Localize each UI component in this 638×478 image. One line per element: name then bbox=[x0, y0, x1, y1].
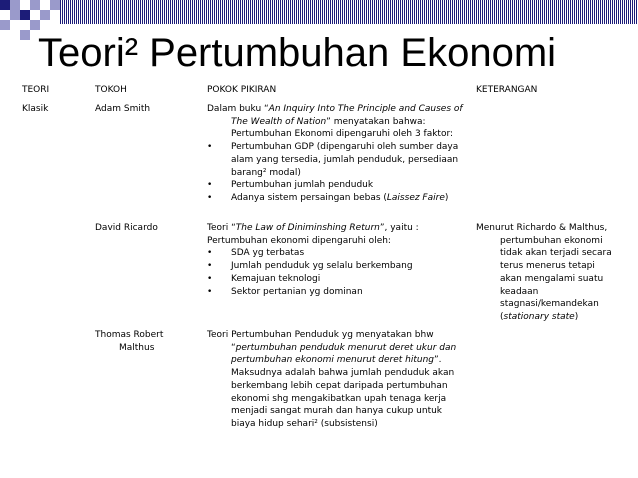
text-line: The Wealth of Nation” menyatakan bahwa: bbox=[231, 116, 426, 127]
text-line: berkembang lebih cepat daripada pertumbuhan bbox=[231, 380, 448, 391]
text-line: biaya hidup sehari² (subsistensi) bbox=[231, 418, 378, 429]
row-teori-cell: Klasik bbox=[22, 104, 49, 114]
column-header-tokoh: TOKOH bbox=[95, 85, 127, 95]
text-line: Menurut Richardo & Malthus, bbox=[476, 223, 608, 233]
bullet: • bbox=[207, 192, 213, 203]
bullet: • bbox=[207, 180, 213, 191]
list-item: • Pertumbuhan GDP (dipengaruhi oleh sumber daya bbox=[207, 142, 459, 153]
text-line: Teori Pertumbuhan Penduduk yg menyatakan bhw bbox=[207, 330, 434, 340]
text-line: terus menerus tetapi bbox=[500, 261, 595, 272]
row-tokoh-cell: Adam Smith bbox=[95, 104, 151, 114]
text-line: Maksudnya adalah bahwa jumlah penduduk akan bbox=[231, 368, 455, 379]
list-item: • SDA yg terbatas bbox=[207, 248, 305, 259]
list-item: • Adanya sistem persaingan bebas (Laissez Faire) bbox=[207, 192, 449, 203]
text-line: Thomas Robert bbox=[95, 330, 164, 340]
column-header-teori: TEORI bbox=[22, 85, 50, 95]
text-line: menjadi sangat murah dan hanya cukup untuk bbox=[231, 406, 443, 417]
row-pokok-pikiran-cell bbox=[207, 329, 456, 431]
list-item: • Pertumbuhan jumlah penduduk bbox=[207, 180, 374, 191]
column-header-pokok-pikiran: POKOK PIKIRAN bbox=[207, 85, 277, 95]
text-line: alam yang tersedia, jumlah penduduk, persediaan bbox=[231, 154, 459, 165]
decorative-stripe-bar bbox=[60, 0, 638, 24]
row-keterangan-cell bbox=[476, 222, 612, 324]
text-line: Pertumbuhan ekonomi dipengaruhi oleh: bbox=[207, 235, 391, 246]
text-line: ekonomi shg mengakibatkan upah tenaga kerja bbox=[231, 393, 447, 404]
text-line: keadaan bbox=[500, 286, 539, 297]
text-line: Pertumbuhan Ekonomi dipengaruhi oleh 3 faktor: bbox=[231, 129, 454, 140]
text-line: barang² modal) bbox=[231, 167, 301, 178]
row-tokoh-cell: David Ricardo bbox=[95, 223, 158, 233]
text-line: (stationary state) bbox=[500, 311, 579, 322]
column-header-keterangan: KETERANGAN bbox=[476, 85, 538, 95]
bullet: • bbox=[207, 248, 213, 259]
page-title: Teori² Pertumbuhan Ekonomi bbox=[38, 31, 557, 75]
text-line: Dalam buku “An Inquiry Into The Principle and Causes of bbox=[207, 104, 463, 114]
text-line: Malthus bbox=[119, 342, 155, 353]
list-item: • Sektor pertanian yg dominan bbox=[207, 286, 363, 297]
bullet: • bbox=[207, 273, 213, 284]
text-line: pertumbuhan ekonomi bbox=[500, 235, 603, 246]
text-line: stagnasi/kemandekan bbox=[500, 299, 599, 310]
text-line: pertumbuhan ekonomi menurut deret hitung”. bbox=[231, 355, 442, 366]
list-item: • Jumlah penduduk yg selalu berkembang bbox=[207, 261, 413, 272]
text-line: Teori “The Law of Diniminshing Return”, yaitu : bbox=[207, 223, 419, 233]
row-tokoh-cell bbox=[95, 329, 163, 354]
text-line: “pertumbuhan penduduk menurut deret ukur dan bbox=[231, 342, 457, 353]
text-line: tidak akan terjadi secara bbox=[500, 248, 612, 259]
text-line: akan mengalami suatu bbox=[500, 273, 604, 284]
row-pokok-pikiran-cell bbox=[207, 222, 419, 298]
bullet: • bbox=[207, 286, 213, 297]
bullet: • bbox=[207, 261, 213, 272]
row-pokok-pikiran-cell bbox=[207, 103, 463, 205]
list-item: • Kemajuan teknologi bbox=[207, 273, 321, 284]
bullet: • bbox=[207, 142, 213, 153]
